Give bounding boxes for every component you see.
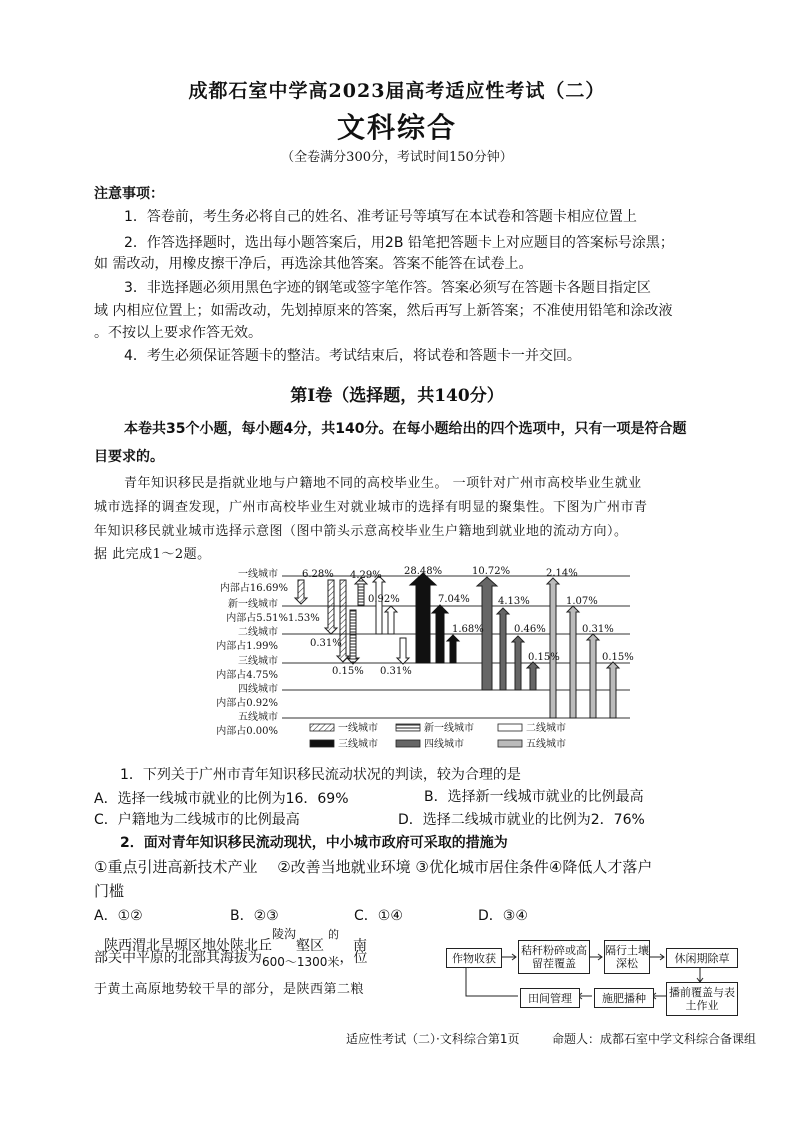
- question-2-option-a: A．①②: [94, 908, 143, 924]
- flow-arrow: [385, 606, 397, 634]
- material2-text: 600～1300米: [262, 955, 340, 969]
- material2-line3: 于黄土高原地势较干旱的部分，是陕西第二粮: [94, 982, 365, 997]
- legend-swatch: [310, 740, 334, 747]
- question-1-option-a: A．选择一线城市就业的比例为16．69%: [94, 791, 349, 807]
- flow-label: 10.72%: [472, 566, 511, 577]
- note-item: 如 需改动，用橡皮擦干净后，再选涂其他答案。答案不能答在试卷上。: [94, 256, 533, 272]
- flow-arrow: [567, 606, 579, 718]
- flow-label: 0.92%: [368, 594, 400, 605]
- flow-box-harvest: 作物收获: [446, 948, 502, 968]
- flow-label: 0.46%: [514, 624, 546, 635]
- material2-text: 陵沟: [272, 927, 297, 941]
- flow-label: 0.15%: [332, 666, 364, 677]
- flow-label: 1.07%: [566, 596, 598, 607]
- flow-box-weeding: 休闲期除草: [666, 948, 738, 968]
- level-label: 四线城市: [238, 684, 278, 695]
- section-instruction-cont: 目要求的。: [94, 449, 164, 465]
- flow-label: 7.04%: [438, 594, 470, 605]
- level-inner-label: 内部占1.99%: [216, 641, 278, 652]
- flow-label: 2.14%: [546, 568, 578, 579]
- level-inner-label: 内部占16.69%: [219, 583, 288, 594]
- material2-line2: [94, 947, 367, 967]
- level-label: 三线城市: [238, 656, 278, 667]
- legend-swatch: [498, 740, 522, 747]
- legend-label: 二线城市: [526, 723, 566, 734]
- flow-box-straw: 秸秆粉碎或高留茬覆盖: [518, 940, 590, 974]
- material-line: 据 此完成1～2题。: [94, 547, 211, 562]
- level-label: 新一线城市: [228, 599, 278, 610]
- level-label: 五线城市: [238, 712, 278, 723]
- flow-arrow: [295, 580, 307, 604]
- flow-label: 0.15%: [602, 652, 634, 663]
- flow-arrow: [497, 608, 509, 690]
- flow-arrow: [337, 580, 349, 662]
- flow-arrow: [547, 578, 559, 718]
- legend-swatch: [396, 724, 420, 731]
- section-instruction: 本卷共35个小题，每小题4分，共140分。在每小题给出的四个选项中，只有一项是符合题: [124, 421, 687, 437]
- flow-box-field-management: 田间管理: [520, 988, 580, 1008]
- question-1-stem: 1．下列关于广州市青年知识移民流动状况的判读，较为合理的是: [120, 767, 521, 783]
- flow-arrow: [527, 662, 539, 690]
- material2-text: 的: [328, 928, 340, 941]
- level-inner-label: 内部占0.92%: [216, 698, 278, 709]
- exam-title: 成都石室中学高2023届高考适应性考试（二）: [188, 80, 606, 102]
- material2-text: 南: [353, 938, 368, 954]
- note-item: 3．非选择题必须用黑色字迹的钢笔或签字笔作答。答案必须写在答题卡各题目指定区: [124, 280, 651, 296]
- material2-text: 壑区: [296, 938, 325, 954]
- question-2-items-cont: 门槛: [94, 882, 125, 900]
- legend-label: 四线城市: [424, 739, 464, 750]
- note-item: 4．考生必须保证答题卡的整洁。考试结束后，将试卷和答题卡一并交回。: [124, 348, 581, 364]
- question-2-option-c: C．①④: [354, 908, 403, 924]
- question-1-option-c: C．户籍地为二线城市的比例最高: [94, 812, 300, 828]
- notes-heading: 注意事项：: [94, 186, 164, 202]
- question-2-option-d: D．③④: [478, 908, 528, 924]
- flow-arrow: [355, 578, 367, 606]
- footer-author: 命题人：成都石室中学文科综合备课组: [552, 1032, 757, 1046]
- subject-title: 文科综合: [336, 111, 457, 144]
- flow-arrow: [410, 573, 436, 663]
- flow-label: 1.68%: [452, 624, 484, 635]
- legend-label: 五线城市: [526, 739, 566, 750]
- legend-label: 新一线城市: [424, 723, 474, 734]
- material2-text: ，位: [339, 950, 368, 966]
- flow-box-subsoil: 隔行土壤深松: [604, 940, 650, 974]
- flow-label: 4.13%: [498, 596, 530, 607]
- flow-arrow: [397, 638, 409, 664]
- flow-label: 28.48%: [404, 566, 443, 577]
- footer-page: 适应性考试（二）·文科综合第1页: [346, 1032, 520, 1046]
- material-line: 青年知识移民是指就业地与户籍地不同的高校毕业生。 一项针对广州市高校毕业生就业: [124, 476, 642, 491]
- legend-swatch: [396, 740, 420, 747]
- question-2-items: ①重点引进高新技术产业 ②改善当地就业环境 ③优化城市居住条件④降低人才落户: [94, 858, 653, 876]
- legend-swatch: [498, 724, 522, 731]
- flow-arrow: [373, 576, 385, 634]
- flow-label: 6.28%: [302, 569, 334, 580]
- level-label: 二线城市: [238, 627, 278, 638]
- material-line: 年知识移民就业城市选择示意图（图中箭头示意高校毕业生户籍地到就业地的流动方向）。: [94, 524, 628, 539]
- level-inner-label: 内部占5.51%: [226, 613, 288, 624]
- flow-arrow: [447, 635, 459, 663]
- material2-text: 部关中平原的北部其海拔为: [94, 950, 262, 966]
- note-item: 。不按以上要求作答无效。: [94, 325, 262, 341]
- flow-arrow: [587, 634, 599, 718]
- question-1-option-d: D．选择二线城市就业的比例为2．76%: [398, 812, 645, 828]
- question-2-stem: 2．面对青年知识移民流动现状，中小城市政府可采取的措施为: [120, 835, 508, 851]
- flow-box-sowing: 施肥播种: [594, 988, 654, 1008]
- material-line: 城市选择的调查发现，广州市高校毕业生对就业城市的选择有明显的聚集性。下图为广州市青: [94, 500, 648, 515]
- legend-label: 一线城市: [338, 723, 378, 734]
- question-2-option-b: B．②③: [230, 908, 279, 924]
- level-label: 一线城市: [238, 569, 278, 580]
- note-item: 2．作答选择题时，选出每小题答案后，用2B 铅笔把答题卡上对应题目的答案标号涂黑；: [124, 235, 674, 251]
- note-item: 1．答卷前，考生务必将自己的姓名、准考证号等填写在本试卷和答题卡相应位置上: [124, 209, 637, 225]
- question-1-option-b: B．选择新一线城市就业的比例最高: [424, 789, 644, 805]
- flow-label: 0.31%: [582, 624, 614, 635]
- flow-label: 0.15%: [528, 652, 560, 663]
- legend-swatch: [310, 724, 334, 731]
- note-item: 域 内相应位置上；如需改动，先划掉原来的答案，然后再写上新答案；不准使用铅笔和涂改液: [94, 303, 673, 319]
- flow-arrow: [325, 580, 337, 634]
- level-inner-label: 内部占4.75%: [216, 670, 278, 681]
- material2-text: 陕西渭北旱塬区地处陕北丘: [104, 938, 272, 954]
- legend-label: 三线城市: [338, 739, 378, 750]
- migration-flow-chart: [210, 562, 634, 752]
- tillage-flowchart: [440, 936, 760, 1012]
- exam-info: （全卷满分300分，考试时间150分钟）: [281, 150, 513, 165]
- flow-label: 0.31%: [310, 638, 342, 649]
- flow-label: 4.29%: [350, 570, 382, 581]
- flow-box-presowing: 播前覆盖与表土作业: [666, 982, 738, 1016]
- section-title: 第Ⅰ卷（选择题，共140分）: [290, 386, 504, 406]
- flow-label: 1.53%: [288, 613, 320, 624]
- flow-label: 0.31%: [380, 666, 412, 677]
- level-inner-label: 内部占0.00%: [216, 726, 278, 737]
